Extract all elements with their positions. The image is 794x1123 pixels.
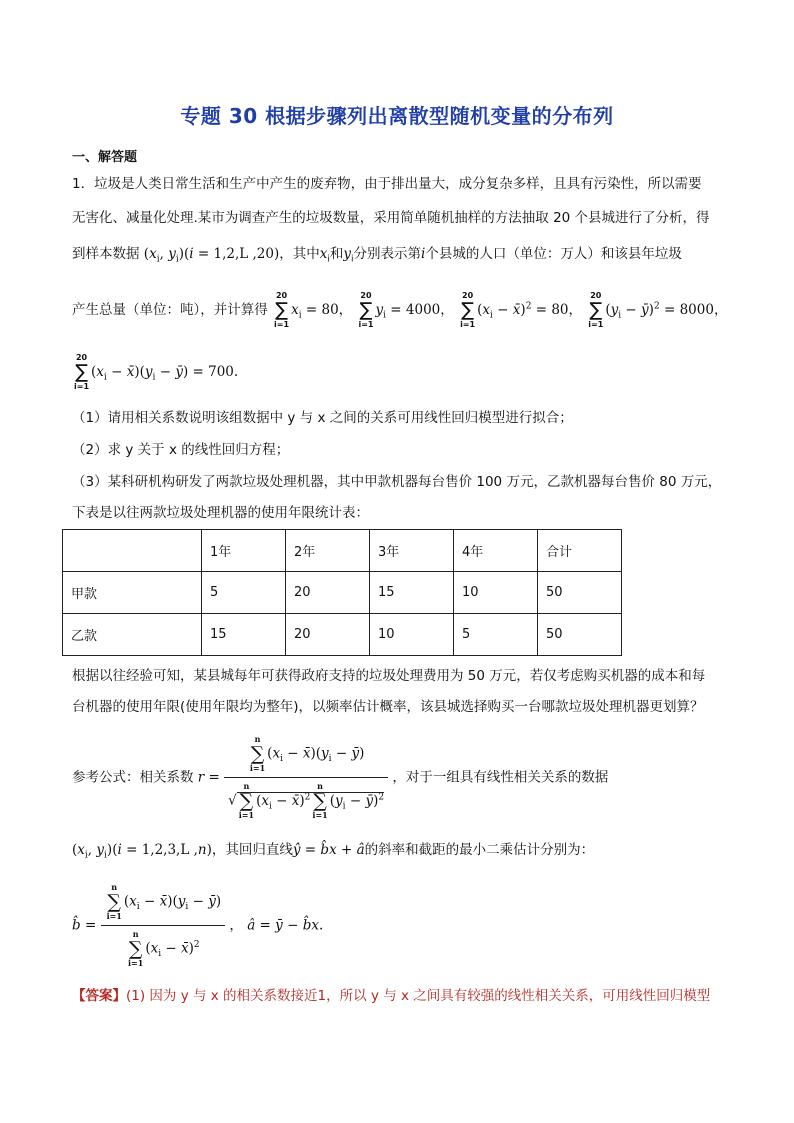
problem-line-3: 到样本数据 ($x_i$, $y_i)(i = 1,2,L$ ,20)，其中$x_i$和$y_i$分别表示第i个县城的人口（单位：万人）和该县年垃圾 — [72, 246, 682, 265]
question-3-line-2: 下表是以往两款垃圾处理机器的使用年限统计表： — [72, 505, 369, 521]
section-heading: 一、解答题 — [72, 150, 138, 165]
problem-line-2: 无害化、减量化处理.某市为调查产生的垃圾数量，采用简单随机抽样的方法抽取 20 个县城进行了分析，得 — [72, 210, 710, 226]
context-line-2: 台机器的使用年限(使用年限均为整年)，以频率估计概率，该县城选择购买一台哪款垃圾处理机器更划算？ — [72, 699, 704, 715]
context-line-1: 根据以往经验可知，某县城每年可获得政府支持的垃圾处理费用为 50 万元，若仅考虑购买机器的成本和每 — [72, 668, 706, 684]
page-title: 专题 30 根据步骤列出离散型随机变量的分布列 — [180, 104, 614, 128]
usage-years-table — [62, 529, 622, 656]
sum-symbol: 20 ∑ i=1 — [588, 291, 604, 329]
reference-formula-b: b̂ = n ∑ i=1 ($x_i$ − $x̄)(y_i$ − ȳ) n ∑ i=1 ($x_i$ − x̄)$^2$ ， â = ȳ − b̂x. — [72, 882, 324, 968]
table-header-row: 1年 2年 3年 4年 合计 — [63, 530, 622, 572]
table-row: 乙款 15 20 10 5 50 — [63, 614, 622, 656]
sum-symbol: 20 ∑ i=1 — [460, 291, 476, 329]
question-3-line-1: （3）某科研机构研发了两款垃圾处理机器，其中甲款机器每台售价 100 万元，乙款机器每台售价 80 万元， — [72, 474, 722, 490]
reference-formula-r: 参考公式：相关系数 r = n ∑ i=1 ($x_i$ − $x̄)(y_i$ − ȳ) √ n ∑ i=1 ($x_i$ − x̄)$^2$ n ∑ i=1 ($y_i$ − ȳ)$^2$ ，对于一组具有线性相关关系的数据 — [72, 734, 609, 820]
question-2: （2）求 y 关于 x 的线性回归方程； — [72, 442, 290, 458]
correlation-fraction: n ∑ i=1 ($x_i$ − $x̄)(y_i$ − ȳ) √ n ∑ i=1 ($x_i$ − x̄)$^2$ n ∑ i=1 ($y_i$ − ȳ)$^2$ — [224, 734, 388, 821]
reference-line-2: ($x_i$, $y_i)(i = 1,2,3,L$ ,n)，其回归直线ŷ = b̂x + â的斜率和截距的最小二乘估计分别为： — [72, 842, 595, 861]
answer-line: 【答案】(1) 因为 y 与 x 的相关系数接近1，所以 y 与 x 之间具有较强的线性相关关系，可用线性回归模型 — [72, 988, 711, 1004]
slope-fraction: n ∑ i=1 ($x_i$ − $x̄)(y_i$ − ȳ) n ∑ i=1 ($x_i$ − x̄)$^2$ — [101, 882, 226, 969]
sum-symbol: 20 ∑ i=1 — [358, 291, 374, 329]
sample-data-formula: ($x_i$, $y_i)(i = 1,2,L$ ,20) — [143, 246, 280, 265]
sum-symbol: 20 ∑ i=1 — [74, 353, 90, 391]
question-1: （1）请用相关系数说明该组数据中 y 与 x 之间的关系可用线性回归模型进行拟合； — [72, 410, 573, 426]
sum-symbol: 20 ∑ i=1 — [274, 291, 290, 329]
problem-line-5: 20 ∑ i=1 ($x_i$ − $x̄)(y_i$ − ȳ) = 700. — [74, 353, 239, 391]
table-row: 甲款 5 20 15 10 50 — [63, 572, 622, 614]
answer-tag: 【答案】 — [72, 988, 126, 1004]
problem-line-4: 产生总量（单位：吨），并计算得 20 ∑ i=1 $x_i = 80$， 20 ∑ i=1 $y_i = 4000$， 20 ∑ i=1 ($x_i$ − x̄)$^2$ = 80， 20 ∑ i=1 ($y_i$ − ȳ)$^2$ = 8000， — [72, 291, 728, 329]
problem-line-1: 1．垃圾是人类日常生活和生产中产生的废弃物，由于排出量大，成分复杂多样，且具有污染性，所以需要 — [72, 176, 702, 192]
